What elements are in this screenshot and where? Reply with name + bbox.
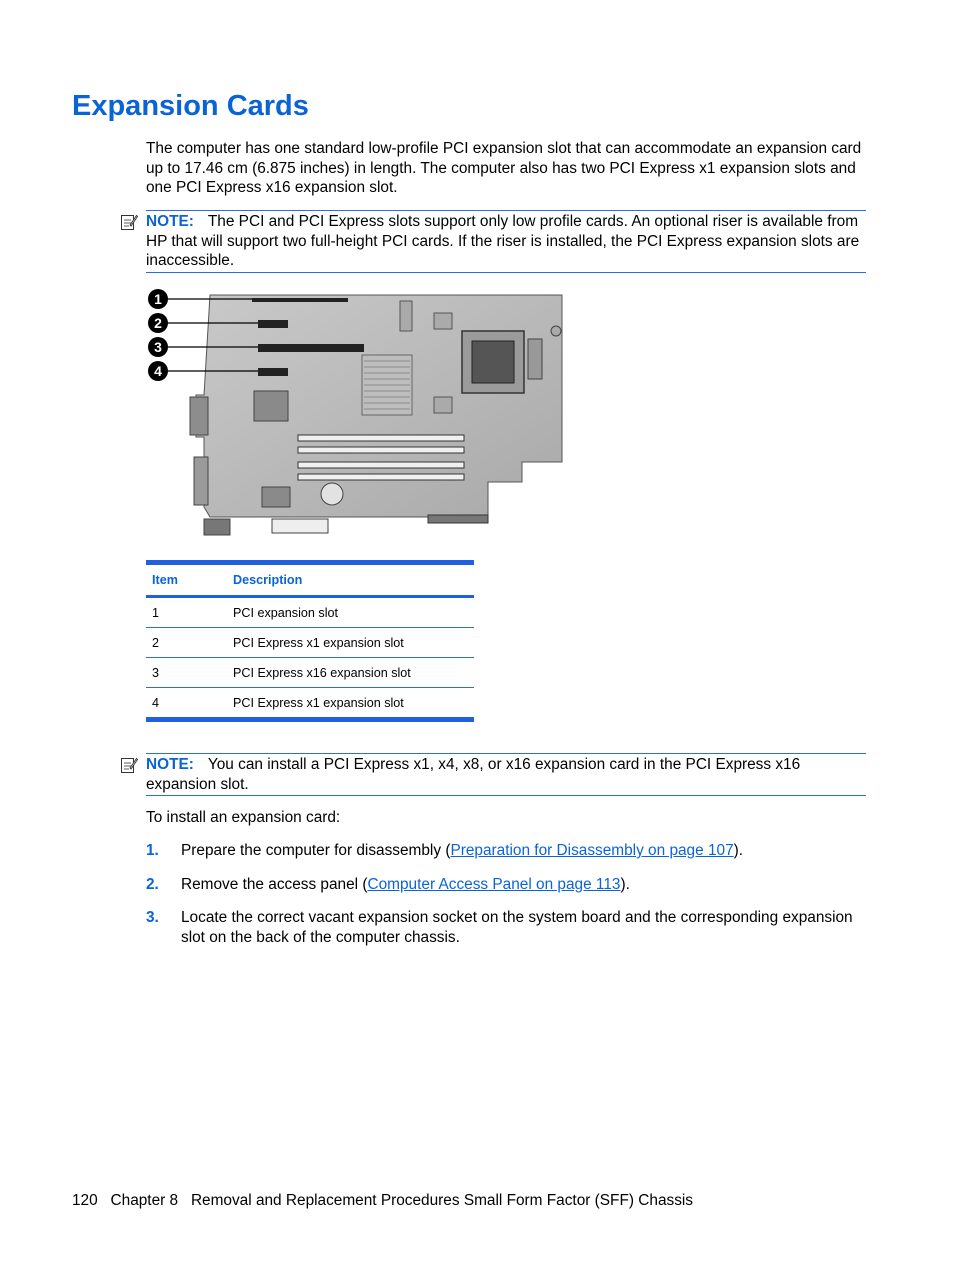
step-text: Remove the access panel (	[181, 875, 368, 893]
step-number: 3.	[146, 909, 159, 926]
note-label: NOTE:	[146, 213, 194, 230]
table-row	[146, 628, 474, 658]
row-item: 4	[152, 695, 160, 710]
row-description: PCI expansion slot	[227, 597, 474, 628]
step-text: Prepare the computer for disassembly (	[181, 842, 451, 859]
row-item: 1	[146, 597, 227, 628]
table-row	[146, 688, 474, 720]
page-number: 120	[72, 1192, 98, 1209]
page-title: Expansion Cards	[72, 90, 309, 122]
list-item	[146, 841, 868, 861]
note-text: You can install a PCI Express x1, x4, x8, or x16 expansion card in the PCI Express x16 expansion slot.	[146, 756, 801, 793]
callout-2-label: 2	[154, 315, 162, 331]
install-steps	[146, 841, 868, 961]
steps-intro: To install an expansion card:	[146, 809, 341, 826]
footer-chapter: Chapter 8	[110, 1192, 179, 1209]
step-number: 1.	[146, 842, 159, 859]
page-footer	[72, 1192, 693, 1210]
note-icon	[120, 756, 138, 774]
row-item: 3	[146, 658, 227, 688]
items-table	[146, 560, 474, 722]
header-item: Item	[146, 563, 227, 597]
link-computer-access-panel[interactable]: Computer Access Panel on page 113	[367, 875, 621, 893]
row-description: PCI Express x1 expansion slot	[233, 695, 404, 710]
link-preparation-for-disassembly[interactable]: Preparation for Disassembly on page 107	[450, 842, 734, 859]
list-item	[146, 908, 868, 947]
list-item	[146, 875, 868, 895]
step-number: 2.	[146, 875, 159, 893]
row-item: 2	[146, 628, 227, 658]
step-text-end: ).	[733, 842, 744, 859]
header-description: Description	[227, 563, 474, 597]
note-icon	[120, 213, 138, 231]
note-text: The PCI and PCI Express slots support only low profile cards. An optional riser is available from HP that will support two full-height PCI cards. If the riser is installed, the PCI Express expansion slots are inaccessible.	[146, 213, 860, 269]
note-box	[146, 210, 866, 273]
callout-1-label: 1	[154, 291, 162, 307]
intro-paragraph: The computer has one standard low-profile PCI expansion slot that can accommodate an expansion card up to 17.46 cm (6.875 inches) in length. The computer also has two PCI Express x1 expansion slots and one PCI Express x16 expansion slot.	[146, 140, 862, 196]
table-row	[146, 658, 474, 688]
table-row	[146, 597, 474, 628]
row-description: PCI Express x16 expansion slot	[227, 658, 474, 688]
row-description: PCI Express x1 expansion slot	[227, 628, 474, 658]
step-text: Locate the correct vacant expansion socket on the system board and the corresponding expansion slot on the back of the computer chassis.	[181, 909, 853, 946]
step-text-end: ).	[620, 875, 630, 893]
system-board-illustration	[144, 287, 568, 539]
system-board-figure	[144, 287, 568, 539]
note-box	[146, 753, 866, 796]
footer-chapter-title: Removal and Replacement Procedures Small Form Factor (SFF) Chassis	[190, 1192, 694, 1209]
note-label: NOTE:	[146, 756, 194, 773]
callout-3-label: 3	[154, 339, 162, 355]
callout-4-label: 4	[154, 363, 162, 379]
table-header-row	[146, 563, 474, 597]
